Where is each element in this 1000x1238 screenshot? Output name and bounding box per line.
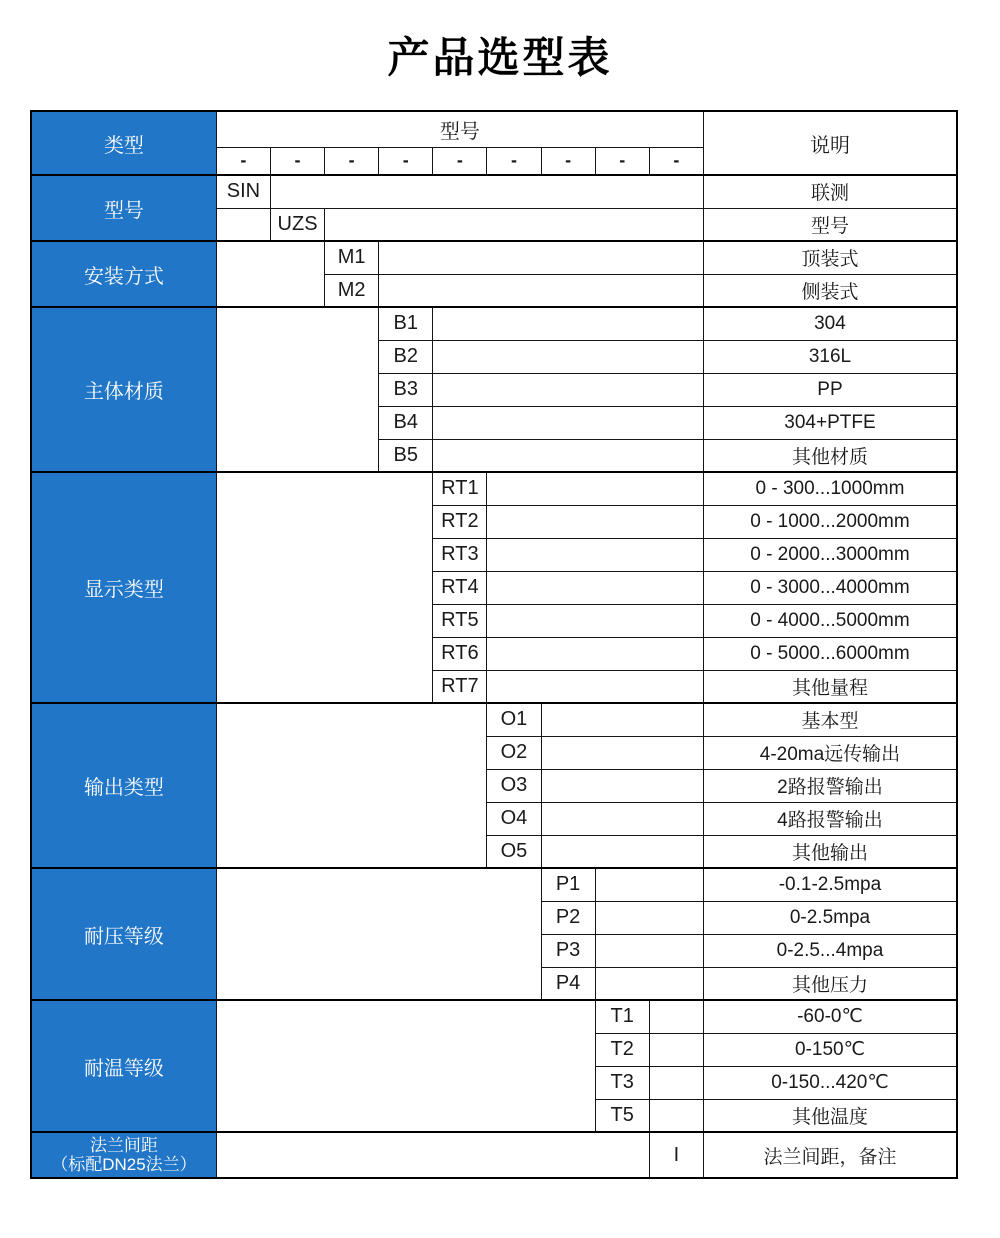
product-selection-table bbox=[30, 110, 958, 1179]
code-cell-t1: T1 bbox=[595, 1000, 649, 1033]
code-cell-rt6: RT6 bbox=[433, 637, 487, 670]
desc-cell-m1: 顶装式 bbox=[703, 241, 957, 274]
empty-cell bbox=[541, 703, 703, 736]
table-row bbox=[31, 472, 957, 505]
empty-cell bbox=[216, 241, 324, 307]
empty-cell bbox=[487, 670, 704, 703]
desc-cell-p4: 其他压力 bbox=[703, 967, 957, 1000]
empty-cell bbox=[541, 802, 703, 835]
desc-cell-o4: 4路报警输出 bbox=[703, 802, 957, 835]
desc-cell-o5: 其他输出 bbox=[703, 835, 957, 868]
empty-cell bbox=[216, 208, 270, 241]
section-label-output-type: 输出类型 bbox=[31, 703, 216, 868]
code-cell-b5: B5 bbox=[379, 439, 433, 472]
section-label-body-material: 主体材质 bbox=[31, 307, 216, 472]
empty-cell bbox=[487, 505, 704, 538]
table-row bbox=[31, 111, 957, 147]
empty-cell bbox=[433, 406, 704, 439]
code-cell-o1: O1 bbox=[487, 703, 541, 736]
desc-cell-o2: 4-20ma远传输出 bbox=[703, 736, 957, 769]
table-row bbox=[31, 868, 957, 901]
desc-cell-p2: 0-2.5mpa bbox=[703, 901, 957, 934]
desc-cell-t5: 其他温度 bbox=[703, 1099, 957, 1132]
code-cell-rt7: RT7 bbox=[433, 670, 487, 703]
code-cell-rt5: RT5 bbox=[433, 604, 487, 637]
section-label-flange-spacing bbox=[31, 1132, 216, 1178]
desc-cell-rt5: 0 - 4000...5000mm bbox=[703, 604, 957, 637]
code-cell-b2: B2 bbox=[379, 340, 433, 373]
empty-cell bbox=[433, 439, 704, 472]
code-cell-uzs: UZS bbox=[270, 208, 324, 241]
code-cell-p4: P4 bbox=[541, 967, 595, 1000]
empty-cell bbox=[216, 307, 378, 472]
desc-cell-t3: 0-150...420℃ bbox=[703, 1066, 957, 1099]
empty-cell bbox=[541, 736, 703, 769]
desc-cell-sin: 联测 bbox=[703, 175, 957, 208]
empty-cell bbox=[487, 637, 704, 670]
table-row bbox=[31, 1000, 957, 1033]
code-cell-rt2: RT2 bbox=[433, 505, 487, 538]
desc-cell-t1: -60-0℃ bbox=[703, 1000, 957, 1033]
empty-cell bbox=[433, 340, 704, 373]
dash-cell-6: - bbox=[487, 147, 541, 175]
empty-cell bbox=[216, 472, 432, 703]
dash-cell-9: - bbox=[649, 147, 703, 175]
empty-cell bbox=[379, 241, 704, 274]
empty-cell bbox=[216, 703, 487, 868]
section-label-temperature-rating: 耐温等级 bbox=[31, 1000, 216, 1132]
desc-cell-rt6: 0 - 5000...6000mm bbox=[703, 637, 957, 670]
header-type-label: 类型 bbox=[31, 111, 216, 175]
empty-cell bbox=[216, 1132, 649, 1178]
desc-cell-b2: 316L bbox=[703, 340, 957, 373]
empty-cell bbox=[649, 1000, 703, 1033]
desc-cell-o3: 2路报警输出 bbox=[703, 769, 957, 802]
desc-cell-rt4: 0 - 3000...4000mm bbox=[703, 571, 957, 604]
desc-cell-rt3: 0 - 2000...3000mm bbox=[703, 538, 957, 571]
code-cell-o4: O4 bbox=[487, 802, 541, 835]
code-cell-b1: B1 bbox=[379, 307, 433, 340]
code-cell-p3: P3 bbox=[541, 934, 595, 967]
section-label-pressure-rating: 耐压等级 bbox=[31, 868, 216, 1000]
code-cell-b4: B4 bbox=[379, 406, 433, 439]
empty-cell bbox=[433, 307, 704, 340]
code-cell-o5: O5 bbox=[487, 835, 541, 868]
dash-cell-5: - bbox=[433, 147, 487, 175]
dash-cell-8: - bbox=[595, 147, 649, 175]
desc-cell-p1: -0.1-2.5mpa bbox=[703, 868, 957, 901]
table-row bbox=[31, 175, 957, 208]
desc-cell-b3: PP bbox=[703, 373, 957, 406]
empty-cell bbox=[487, 472, 704, 505]
dash-cell-1: - bbox=[216, 147, 270, 175]
header-desc-label: 说明 bbox=[703, 111, 957, 175]
code-cell-rt3: RT3 bbox=[433, 538, 487, 571]
empty-cell bbox=[649, 1066, 703, 1099]
empty-cell bbox=[595, 868, 703, 901]
empty-cell bbox=[433, 373, 704, 406]
dash-cell-3: - bbox=[325, 147, 379, 175]
section-label-display-type: 显示类型 bbox=[31, 472, 216, 703]
desc-cell-rt2: 0 - 1000...2000mm bbox=[703, 505, 957, 538]
dash-cell-4: - bbox=[379, 147, 433, 175]
empty-cell bbox=[487, 571, 704, 604]
desc-cell-t2: 0-150℃ bbox=[703, 1033, 957, 1066]
table-row bbox=[31, 307, 957, 340]
empty-cell bbox=[595, 967, 703, 1000]
code-cell-t3: T3 bbox=[595, 1066, 649, 1099]
flange-label-line2: （标配DN25法兰） bbox=[51, 1155, 197, 1174]
header-model-label: 型号 bbox=[216, 111, 703, 147]
code-cell-t5: T5 bbox=[595, 1099, 649, 1132]
desc-cell-b4: 304+PTFE bbox=[703, 406, 957, 439]
code-cell-rt1: RT1 bbox=[433, 472, 487, 505]
desc-cell-m2: 侧装式 bbox=[703, 274, 957, 307]
dash-cell-2: - bbox=[270, 147, 324, 175]
desc-cell-o1: 基本型 bbox=[703, 703, 957, 736]
empty-cell bbox=[541, 769, 703, 802]
empty-cell bbox=[487, 604, 704, 637]
desc-cell-i: 法兰间距，备注 bbox=[703, 1132, 957, 1178]
empty-cell bbox=[649, 1099, 703, 1132]
desc-cell-uzs: 型号 bbox=[703, 208, 957, 241]
code-cell-o2: O2 bbox=[487, 736, 541, 769]
desc-cell-b5: 其他材质 bbox=[703, 439, 957, 472]
table-row bbox=[31, 241, 957, 274]
desc-cell-rt1: 0 - 300...1000mm bbox=[703, 472, 957, 505]
empty-cell bbox=[595, 901, 703, 934]
empty-cell bbox=[216, 1000, 595, 1132]
desc-cell-rt7: 其他量程 bbox=[703, 670, 957, 703]
empty-cell bbox=[541, 835, 703, 868]
empty-cell bbox=[649, 1033, 703, 1066]
code-cell-p1: P1 bbox=[541, 868, 595, 901]
dash-cell-7: - bbox=[541, 147, 595, 175]
section-label-model: 型号 bbox=[31, 175, 216, 241]
desc-cell-p3: 0-2.5...4mpa bbox=[703, 934, 957, 967]
empty-cell bbox=[595, 934, 703, 967]
code-cell-t2: T2 bbox=[595, 1033, 649, 1066]
code-cell-sin: SIN bbox=[216, 175, 270, 208]
table-row bbox=[31, 703, 957, 736]
flange-label-line1: 法兰间距 bbox=[89, 1136, 158, 1155]
code-cell-o3: O3 bbox=[487, 769, 541, 802]
code-cell-b3: B3 bbox=[379, 373, 433, 406]
code-cell-i: I bbox=[649, 1132, 703, 1178]
code-cell-m1: M1 bbox=[325, 241, 379, 274]
code-cell-m2: M2 bbox=[325, 274, 379, 307]
empty-cell bbox=[379, 274, 704, 307]
empty-cell bbox=[270, 175, 703, 208]
code-cell-p2: P2 bbox=[541, 901, 595, 934]
empty-cell bbox=[487, 538, 704, 571]
code-cell-rt4: RT4 bbox=[433, 571, 487, 604]
section-label-mounting: 安装方式 bbox=[31, 241, 216, 307]
empty-cell bbox=[216, 868, 541, 1000]
desc-cell-b1: 304 bbox=[703, 307, 957, 340]
page-title: 产品选型表 bbox=[387, 34, 613, 81]
empty-cell bbox=[325, 208, 704, 241]
table-row bbox=[31, 1132, 957, 1178]
